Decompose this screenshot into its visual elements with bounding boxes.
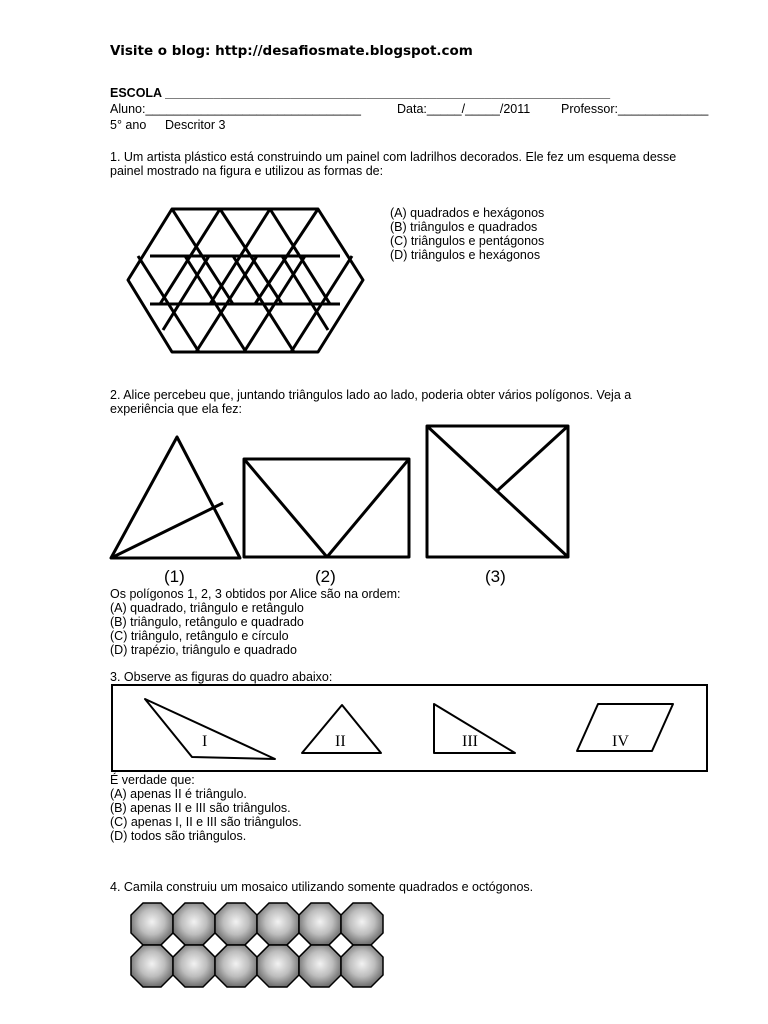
q2-label-1: (1) [164, 567, 185, 586]
q2-option-d[interactable]: (D) trapézio, triângulo e quadrado [110, 643, 297, 657]
q3-option-c[interactable]: (C) apenas I, II e III são triângulos. [110, 815, 302, 829]
blog-link-line: Visite o blog: http://desafiosmate.blogspot.com [110, 43, 473, 59]
teacher-field: Professor:_____________ [561, 102, 709, 116]
q2-text-line2: experiência que ela fez: [110, 402, 243, 416]
q3-label-i: I [202, 733, 208, 750]
q2-option-a[interactable]: (A) quadrado, triângulo e retângulo [110, 601, 304, 615]
descriptor-label: Descritor 3 [165, 118, 226, 132]
q3-label-ii: II [335, 733, 346, 750]
q2-label-3: (3) [485, 567, 506, 586]
q2-question: Os polígonos 1, 2, 3 obtidos por Alice são na ordem: [110, 587, 401, 601]
q2-label-2: (2) [315, 567, 336, 586]
q3-option-d[interactable]: (D) todos são triângulos. [110, 829, 247, 843]
school-field: ESCOLA ________________________________________________________________ [110, 86, 611, 100]
q1-option-c[interactable]: (C) triângulos e pentágonos [390, 234, 545, 248]
q1-option-d[interactable]: (D) triângulos e hexágonos [390, 248, 541, 262]
q1-option-b[interactable]: (B) triângulos e quadrados [390, 220, 538, 234]
q1-text-line2: painel mostrado na figura e utilizou as formas de: [110, 164, 384, 178]
q2-option-b[interactable]: (B) triângulo, retângulo e quadrado [110, 615, 304, 629]
q3-label-iv: IV [612, 733, 629, 750]
q3-question: É verdade que: [110, 773, 195, 787]
q3-label-iii: III [462, 733, 478, 750]
q3-text: 3. Observe as figuras do quadro abaixo: [110, 670, 333, 684]
q2-text-line1: 2. Alice percebeu que, juntando triângulos lado ao lado, poderia obter vários polígonos. Veja a [110, 388, 632, 402]
date-field: Data:_____/_____/2011 [397, 102, 531, 116]
q3-option-a[interactable]: (A) apenas II é triângulo. [110, 787, 247, 801]
q4-text: 4. Camila construiu um mosaico utilizando somente quadrados e octógonos. [110, 880, 534, 894]
q3-option-b[interactable]: (B) apenas II e III são triângulos. [110, 801, 291, 815]
student-field: Aluno:_______________________________ [110, 102, 361, 116]
grade-label: 5° ano [110, 118, 147, 132]
q1-text-line1: 1. Um artista plástico está construindo um painel com ladrilhos decorados. Ele fez um esquema desse [110, 150, 677, 164]
q1-option-a[interactable]: (A) quadrados e hexágonos [390, 206, 545, 220]
q2-option-c[interactable]: (C) triângulo, retângulo e círculo [110, 629, 289, 643]
